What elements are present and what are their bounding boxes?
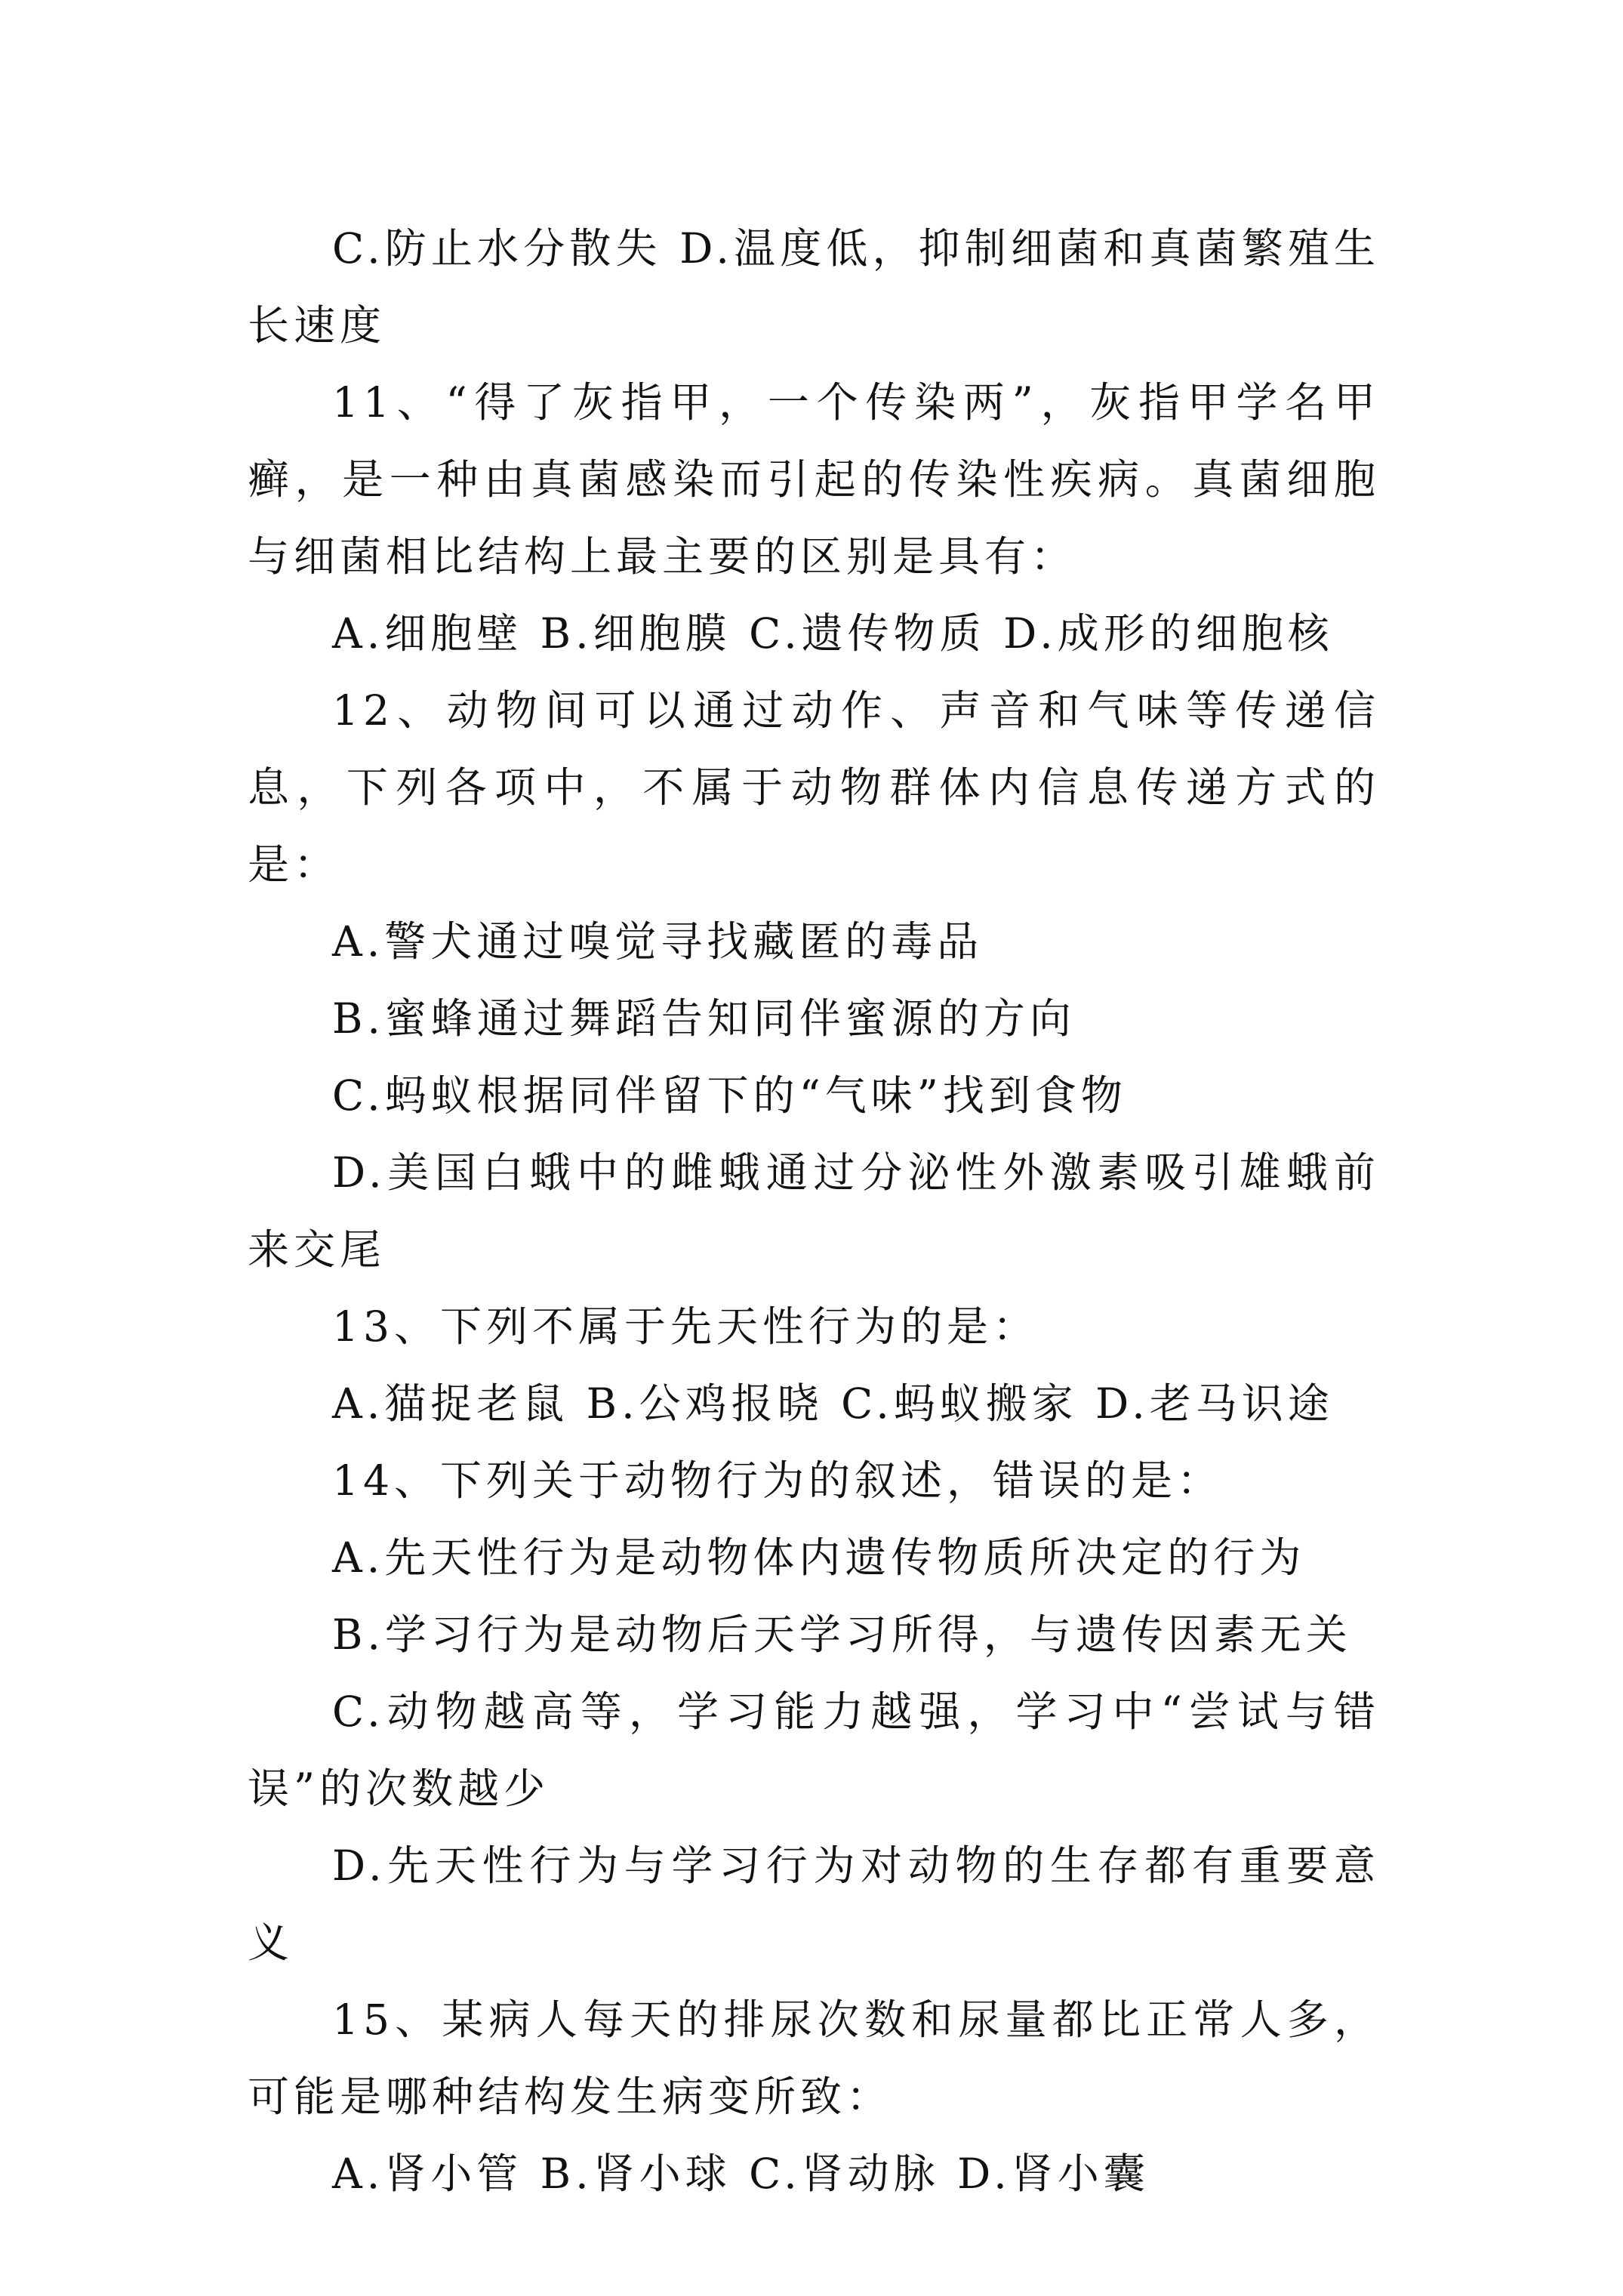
answer-options-q10-cd: C.防止水分散失 D.温度低，抑制细菌和真菌繁殖生长速度 [248,224,1380,350]
question-14: 14、下列关于动物行为的叙述，错误的是： [332,1456,1223,1505]
answer-option-q14-c: C.动物越高等，学习能力越强，学习中“尝试与错误”的次数越少 [248,1687,1380,1813]
answer-option-q14-d: D.先天性行为与学习行为对动物的生存都有重要意义 [248,1841,1380,1967]
answer-options-q11: A.细胞壁 B.细胞膜 C.遗传物质 D.成形的细胞核 [332,609,1334,658]
answer-option-q14-a: A.先天性行为是动物体内遗传物质所决定的行为 [332,1533,1306,1582]
answer-option-q12-d: D.美国白蛾中的雌蛾通过分泌性外激素吸引雄蛾前来交尾 [248,1148,1380,1274]
answer-option-q12-b: B.蜜蜂通过舞蹈告知同伴蜜源的方向 [332,994,1076,1043]
answer-option-q12-c: C.蚂蚁根据同伴留下的“气味”找到食物 [332,1071,1127,1120]
answer-options-q15: A.肾小管 B.肾小球 C.肾动脉 D.肾小囊 [332,2150,1150,2198]
document-body [248,210,1380,2212]
question-11: 11、“得了灰指甲，一个传染两”，灰指甲学名甲癣，是一种由真菌感染而引起的传染性疾病。真菌细胞与细菌相比结构上最主要的区别是具有： [248,378,1380,581]
question-13: 13、下列不属于先天性行为的是： [332,1302,1039,1351]
answer-option-q14-b: B.学习行为是动物后天学习所得，与遗传因素无关 [332,1610,1352,1659]
answer-options-q13: A.猫捉老鼠 B.公鸡报晓 C.蚂蚁搬家 D.老马识途 [332,1379,1334,1428]
question-12: 12、动物间可以通过动作、声音和气味等传递信息，下列各项中，不属于动物群体内信息传递方式的是： [248,686,1380,889]
question-15: 15、某病人每天的排尿次数和尿量都比正常人多，可能是哪种结构发生病变所致： [248,1996,1380,2121]
answer-option-q12-a: A.警犬通过嗅觉寻找藏匿的毒品 [332,917,984,966]
